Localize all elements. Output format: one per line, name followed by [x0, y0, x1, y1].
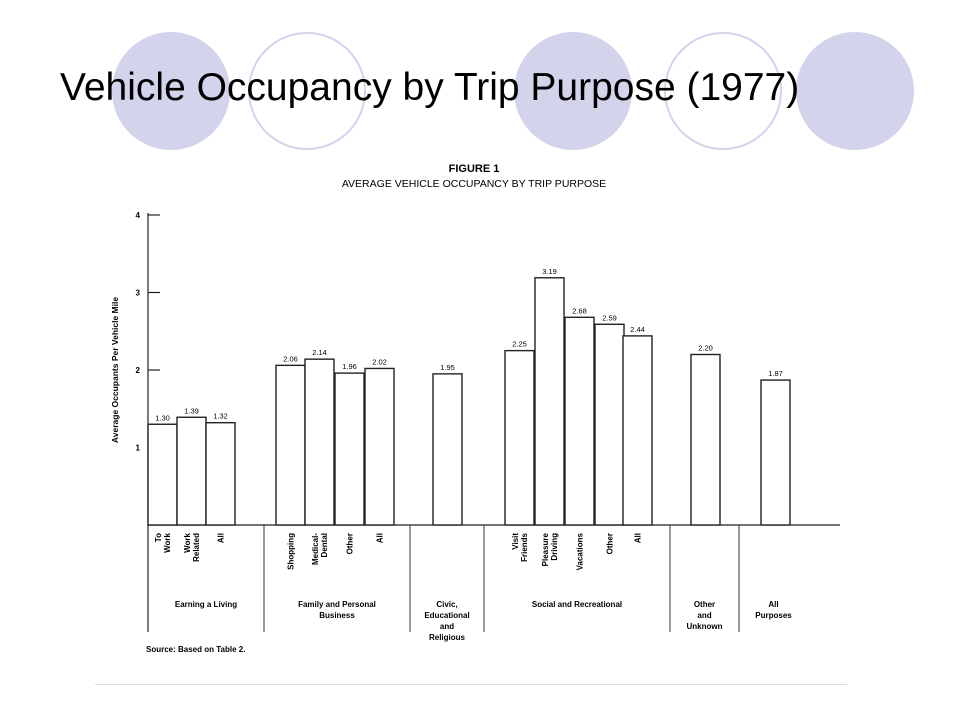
group-label: Social and Recreational [531, 600, 623, 609]
bar [691, 355, 720, 526]
bar [365, 368, 394, 525]
bar-category-label: Pleasure [541, 533, 550, 567]
slide-title: Vehicle Occupancy by Trip Purpose (1977) [60, 66, 800, 109]
bar-category-label: All [216, 533, 226, 544]
bar-category-label: Other [345, 533, 355, 555]
figure-title: AVERAGE VEHICLE OCCUPANCY BY TRIP PURPOSE [341, 178, 607, 190]
bar [623, 336, 652, 525]
bar-category-label: All [375, 533, 385, 544]
bar-value-label: 2.25 [512, 339, 527, 349]
y-tick-label: 4 [135, 211, 140, 220]
bar-category-label: Driving [550, 533, 559, 561]
group-label: Earning a Living [174, 600, 238, 609]
bar [206, 423, 235, 525]
group-label: Unknown [686, 622, 723, 631]
bar-value-label: 1.95 [440, 362, 455, 372]
bar-category-label: All [633, 533, 643, 544]
bar [535, 278, 564, 525]
bar-value-label: 2.14 [312, 348, 327, 358]
y-axis-title: Average Occupants Per Vehicle Mile [110, 296, 120, 444]
group-label: Civic, [436, 600, 458, 609]
bar-value-label: 2.20 [698, 343, 713, 353]
bar [565, 317, 594, 525]
bar-value-label: 1.39 [184, 406, 199, 416]
group-label: Other [693, 600, 716, 609]
bar [335, 373, 364, 525]
bar [276, 365, 305, 525]
bar [305, 359, 334, 525]
group-label: and [697, 611, 712, 620]
group-label: Business [319, 611, 355, 620]
bar-value-label: 2.59 [602, 313, 617, 323]
bar [433, 374, 462, 525]
bottom-rule [95, 684, 847, 685]
bar-category-label: To [154, 533, 163, 543]
bar-category-label: Dental [320, 533, 329, 558]
group-label: and [439, 622, 455, 631]
bar [177, 417, 206, 525]
bar-category-label: Related [192, 533, 201, 562]
bar-value-label: 2.06 [283, 354, 298, 364]
bar [595, 324, 624, 525]
y-tick-label: 1 [135, 443, 140, 453]
group-label: All [768, 600, 779, 609]
bar [761, 380, 790, 525]
bar [505, 351, 534, 525]
group-label: Educational [424, 611, 470, 620]
bar-value-label: 2.02 [372, 357, 387, 367]
bar-value-label: 2.68 [572, 306, 587, 316]
bar-value-label: 1.87 [768, 369, 783, 379]
bar-value-label: 3.19 [542, 266, 557, 276]
figure-number: FIGURE 1 [448, 163, 500, 175]
y-tick-label: 2 [135, 366, 140, 375]
group-label: Religious [428, 633, 466, 642]
bar-category-label: Work [183, 533, 192, 553]
bar-value-label: 1.32 [213, 411, 228, 421]
source-note: Source: Based on Table 2. [146, 645, 246, 654]
bar-category-label: Work [163, 533, 172, 553]
bar-category-label: Other [605, 533, 615, 555]
y-tick-label: 3 [135, 288, 140, 298]
bar-value-label: 1.96 [342, 362, 357, 372]
bar-category-label: Vacations [575, 533, 585, 571]
bar-category-label: Friends [520, 533, 529, 562]
bar-value-label: 1.30 [155, 413, 170, 423]
bar-value-label: 2.44 [630, 324, 645, 334]
bar-category-label: Visit [511, 533, 520, 550]
bar-category-label: Shopping [286, 533, 296, 570]
bar [148, 424, 177, 525]
group-label: Purposes [755, 611, 792, 620]
group-label: Family and Personal [298, 600, 376, 609]
bar-category-label: Medical- [311, 533, 320, 566]
